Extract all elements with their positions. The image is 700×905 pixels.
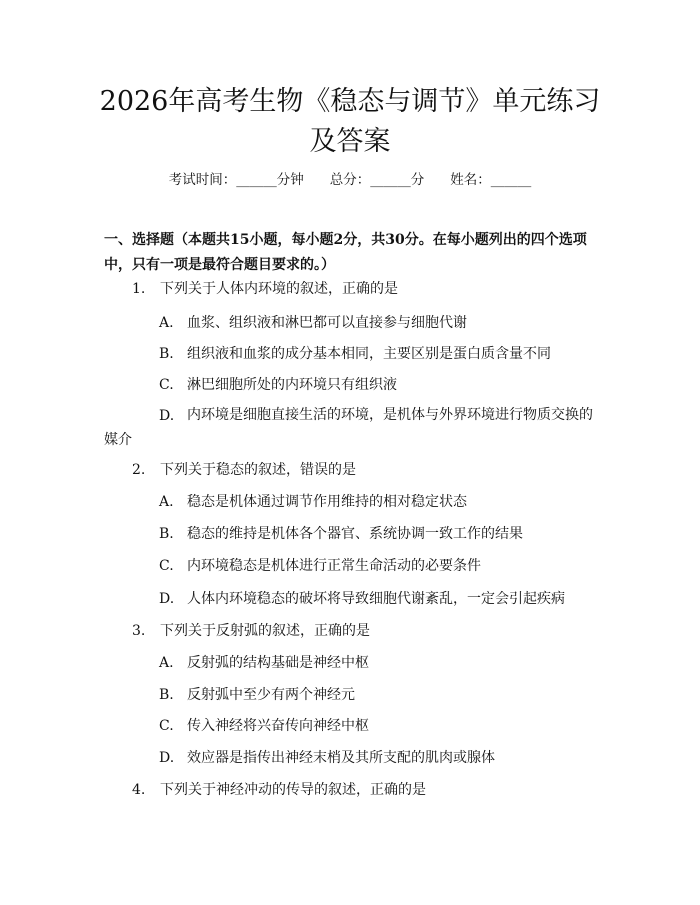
option-text: 反射弧的结构基础是神经中枢 [187, 655, 369, 671]
question-number: 2. [132, 462, 146, 478]
total-score-unit: 分 [410, 172, 425, 188]
option-3b [159, 685, 609, 705]
option-1c [159, 375, 609, 395]
option-text: 人体内环境稳态的破坏将导致细胞代谢紊乱，一定会引起疾病 [187, 591, 565, 607]
option-text: 效应器是指传出神经末梢及其所支配的肌肉或腺体 [187, 750, 495, 766]
option-letter: B. [159, 687, 174, 703]
option-2d [159, 589, 609, 609]
question-text: 下列关于人体内环境的叙述，正确的是 [160, 281, 398, 297]
question-1 [132, 279, 612, 299]
exam-time-blank: ______ [236, 172, 277, 188]
option-letter: B. [159, 346, 174, 362]
student-name-label: 姓名： [450, 172, 491, 188]
option-letter: C. [159, 377, 174, 393]
option-text: 淋巴细胞所处的内环境只有组织液 [187, 377, 397, 393]
option-letter: D. [159, 408, 175, 424]
section-heading-multiple-choice: 一、选择题（本题共15小题，每小题2分，共30分。在每小题列出的四个选项中，只有一项是最符合题目要求的。） [104, 232, 587, 273]
option-text: 反射弧中至少有两个神经元 [187, 687, 355, 703]
exam-time-unit: 分钟 [276, 172, 304, 188]
option-letter: A. [159, 494, 174, 510]
option-letter: D. [159, 750, 175, 766]
option-3d [159, 748, 609, 768]
option-letter: A. [159, 315, 174, 331]
option-letter: C. [159, 718, 174, 734]
option-letter: C. [159, 558, 174, 574]
question-number: 4. [132, 782, 146, 798]
option-2c [159, 556, 609, 576]
option-text: 内环境稳态是机体进行正常生命活动的必要条件 [187, 558, 481, 574]
question-3 [132, 621, 612, 641]
option-2a [159, 492, 609, 512]
question-number: 1. [132, 281, 146, 297]
exam-time-label: 考试时间： [168, 172, 237, 188]
question-text: 下列关于稳态的叙述，错误的是 [160, 462, 356, 478]
option-1a [159, 313, 609, 333]
option-3c [159, 716, 609, 736]
option-letter: A. [159, 655, 174, 671]
option-letter: B. [159, 526, 174, 542]
option-1b [159, 344, 609, 364]
question-2 [132, 460, 612, 480]
option-text: 传入神经将兴奋传向神经中枢 [187, 718, 369, 734]
total-score-blank: ______ [370, 172, 411, 188]
option-letter: D. [159, 591, 175, 607]
question-number: 3. [132, 623, 146, 639]
document-title: 2026年高考生物《稳态与调节》单元练习及答案 [99, 86, 601, 157]
question-text: 下列关于神经冲动的传导的叙述，正确的是 [160, 782, 426, 798]
option-text: 组织液和血浆的成分基本相同，主要区别是蛋白质含量不同 [187, 346, 551, 362]
option-3a [159, 653, 609, 673]
question-text: 下列关于反射弧的叙述，正确的是 [160, 623, 370, 639]
option-text: 稳态的维持是机体各个器官、系统协调一致工作的结果 [187, 526, 523, 542]
question-4 [132, 780, 612, 800]
student-name-blank: ______ [490, 172, 532, 188]
total-score-label: 总分： [329, 172, 371, 188]
option-text: 稳态是机体通过调节作用维持的相对稳定状态 [187, 494, 467, 510]
option-2b [159, 524, 609, 544]
option-1d-text: 内环境是细胞直接生活的环境，是机体与外界环境进行物质交换的媒介 [104, 407, 593, 448]
option-text: 血浆、组织液和淋巴都可以直接参与细胞代谢 [187, 315, 467, 331]
exam-info-line [0, 168, 700, 188]
